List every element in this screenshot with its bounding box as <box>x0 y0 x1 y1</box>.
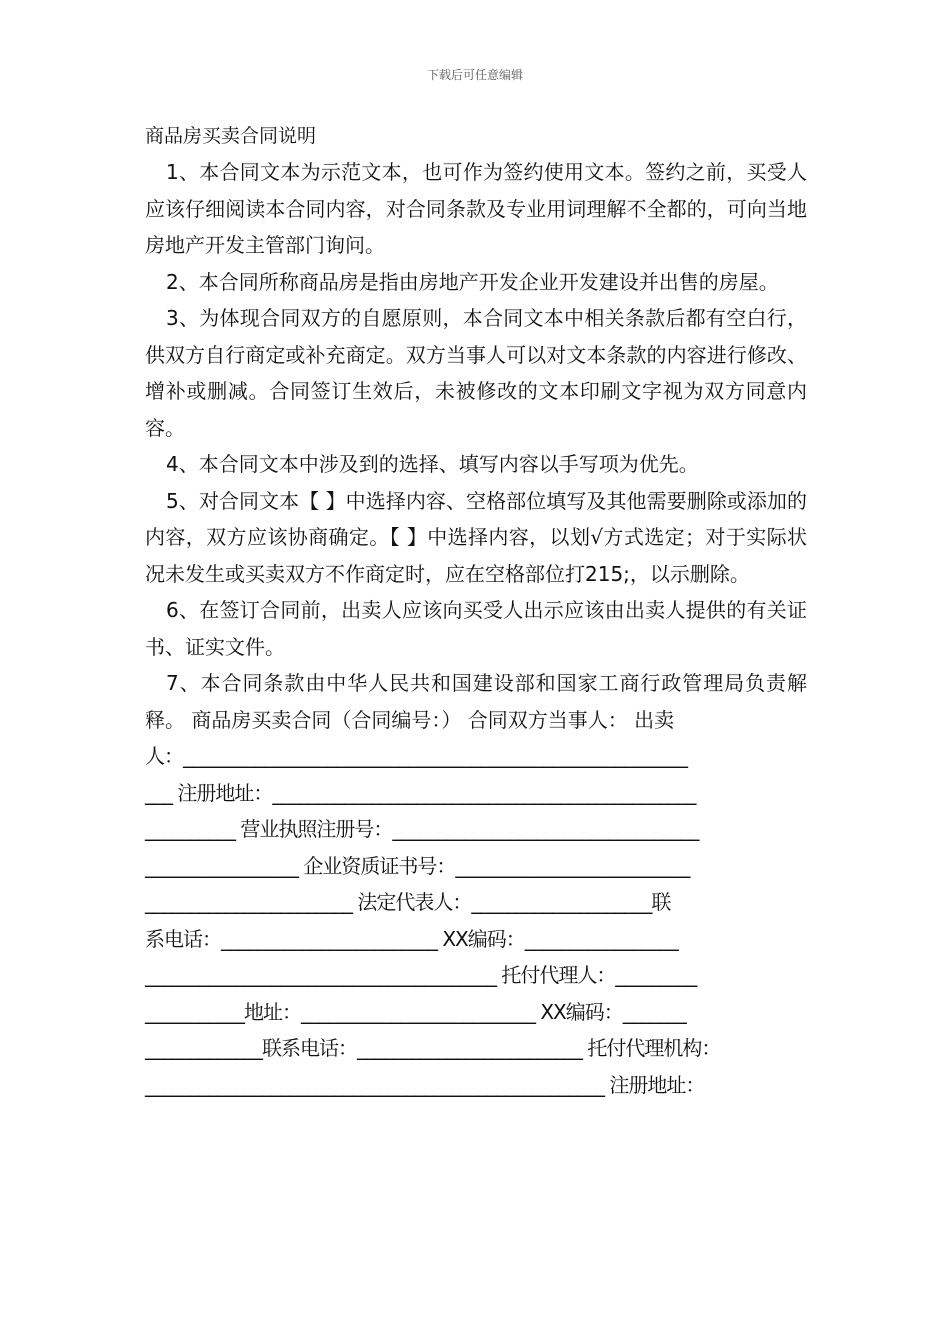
form-line-agency-address: ___________________________________________________ 注册地址： <box>145 1072 705 1097</box>
paragraph-1: 1、本合同文本为示范文本，也可作为签约使用文本。签约之前，买受人应该仔细阅读本合同内容，对合同条款及专业用词理解不全都的，可向当地房地产开发主管部门询问。 <box>145 160 807 257</box>
paragraph-6: 6、在签订合同前，出卖人应该向买受人出示应该由出卖人提供的有关证书、证实文件。 <box>145 598 807 659</box>
paragraph-2: 2、本合同所称商品房是指由房地产开发企业开发建设并出售的房屋。 <box>166 269 779 294</box>
form-line-agent-address: ___________地址：__________________________ XX编码：_______ <box>145 999 686 1024</box>
form-line-seller: 人：________________________________________________________ <box>145 744 687 768</box>
paragraph-5: 5、对合同文本【 】中选择内容、空格部位填写及其他需要删除或添加的内容，双方应该协商确定。【 】中选择内容，以划√方式选定；对于实际状况未发生或买卖双方不作商定时，应在空格部位打215;，以示删除。 <box>145 488 807 586</box>
form-line-phone-postcode: 系电话：________________________ XX编码：_________________ <box>145 926 678 951</box>
form-line-agent: _______________________________________ 托付代理人：_________ <box>145 963 697 987</box>
document-title: 商品房买卖合同说明 <box>145 125 317 147</box>
page-header-note: 下载后可任意编辑 <box>426 68 523 82</box>
paragraph-3: 3、为体现合同双方的自愿原则，本合同文本中相关条款后都有空白行，供双方自行商定或补充商定。双方当事人可以对文本条款的内容进行修改、增补或删减。合同签订生效后，未被修改的文本印刷文字视为双方同意内容。 <box>145 306 807 440</box>
form-line-business-license: __________ 营业执照注册号：__________________________________ <box>145 817 699 841</box>
paragraph-7: 7、本合同条款由中华人民共和国建设部和国家工商行政管理局负责解释。 商品房买卖合同（合同编号：） 合同双方当事人： 出卖 <box>145 671 807 732</box>
paragraph-4: 4、本合同文本中涉及到的选择、填写内容以手写项为优先。 <box>166 452 699 476</box>
form-line-registered-address: ___ 注册地址：_______________________________________________ <box>145 780 696 805</box>
document-body <box>145 118 807 1103</box>
form-line-qualification-cert: _________________ 企业资质证书号：__________________________ <box>145 853 690 878</box>
form-line-legal-representative: _______________________ 法定代表人：____________________联 <box>145 890 671 914</box>
form-line-agent-phone: _____________联系电话：_________________________ 托付代理机构： <box>145 1036 721 1060</box>
